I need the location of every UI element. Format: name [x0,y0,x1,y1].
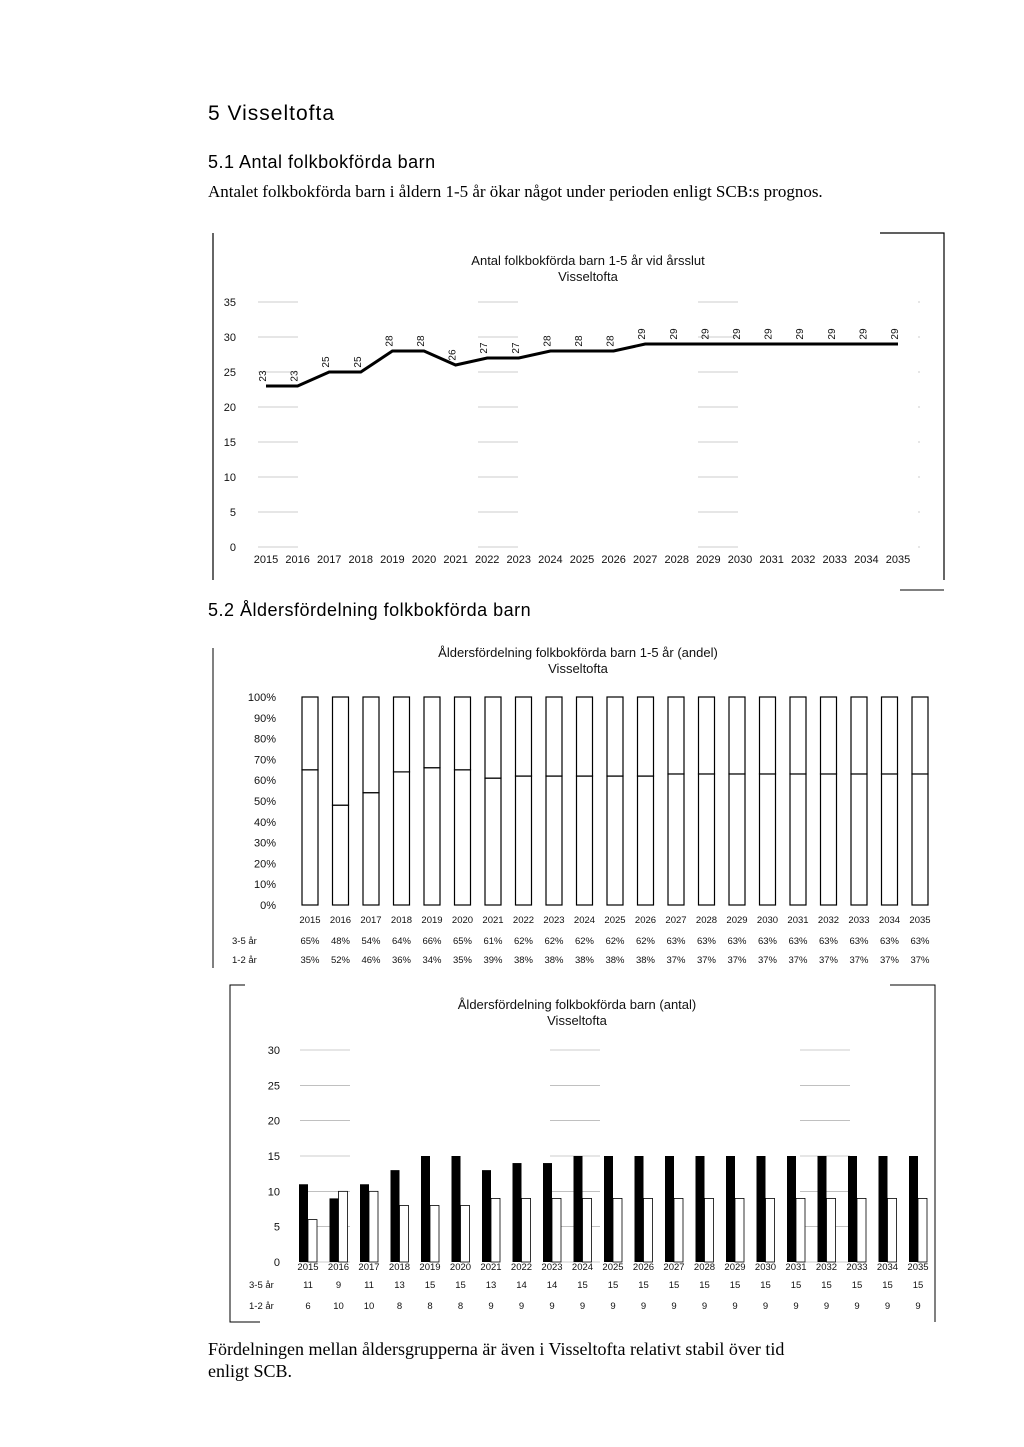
y-tick-label: 40% [253,816,276,829]
y-tick-label: 10% [253,879,276,892]
y-tick-label: 30 [223,332,236,344]
value-label-3-5: 15 [912,1280,924,1291]
y-tick-label: 20 [223,402,236,414]
chart-andel-title: Åldersfördelning folkbokförda barn 1-5 år (andel) [438,645,718,660]
x-tick-label: 2016 [285,554,310,566]
bar-1-2 [699,697,715,774]
bar-1-2 [668,697,684,774]
bar-3-5 [879,1156,888,1262]
bar-3-5 [543,1163,552,1262]
value-label-3-5: 63% [788,936,808,947]
value-label-1-2: 9 [640,1301,647,1312]
value-label-3-5: 13 [485,1280,497,1291]
chart-grupper-legend-1-2: 1-2 år [249,1301,274,1312]
value-label-3-5: 63% [757,936,778,947]
bar-1-2 [888,1198,897,1262]
x-tick-label: 2029 [724,1262,746,1273]
bar-3-5 [699,774,715,905]
x-tick-label: 2032 [790,554,816,566]
value-label-3-5: 11 [364,1280,374,1291]
value-label-1-2: 37% [818,955,839,966]
value-label-3-5: 48% [330,936,351,947]
data-label: 29 [732,328,743,340]
chart-antal-frame-right [880,233,944,580]
x-tick-label: 2024 [571,1262,594,1273]
x-tick-label: 2018 [348,554,374,566]
data-label: 27 [510,342,522,354]
x-tick-label: 2031 [785,1262,807,1273]
x-tick-label: 2027 [665,915,687,926]
y-tick-label: 60% [253,775,276,788]
value-label-1-2: 9 [732,1301,738,1312]
value-label-3-5: 64% [391,936,412,947]
value-label-3-5: 15 [882,1280,893,1291]
y-tick-label: 50% [253,796,276,808]
x-tick-label: 2026 [632,1262,655,1273]
x-tick-label: 2033 [822,554,848,566]
bar-3-5 [668,774,684,905]
bar-3-5 [455,770,471,905]
data-label: 23 [258,370,269,382]
value-label-1-2: 37% [696,955,717,966]
value-label-1-2: 37% [879,955,900,966]
y-tick-label: 30 [267,1045,280,1057]
bar-1-2 [424,697,440,768]
bar-1-2 [760,697,776,774]
data-label: 29 [637,328,649,340]
x-tick-label: 2035 [885,554,911,566]
data-label: 28 [416,335,427,347]
x-tick-label: 2024 [573,915,596,926]
bar-1-2 [912,697,928,774]
value-label-3-5: 11 [303,1280,313,1291]
value-label-1-2: 38% [574,955,595,966]
bar-3-5 [821,774,837,905]
y-tick-label: 10 [267,1186,280,1199]
y-tick-label: 25 [267,1080,280,1093]
value-label-3-5: 63% [818,936,839,947]
value-label-3-5: 65% [300,936,320,947]
bar-1-2 [546,697,562,776]
bar-1-2 [400,1205,409,1262]
x-tick-label: 2015 [299,915,321,926]
bar-1-2 [308,1220,317,1262]
x-tick-label: 2023 [506,554,532,566]
value-label-1-2: 38% [635,955,656,966]
x-tick-label: 2033 [846,1262,868,1273]
bar-1-2 [851,697,867,774]
y-tick-label: 80% [253,733,276,746]
value-label-3-5: 14 [546,1280,558,1291]
bar-1-2 [766,1198,775,1262]
value-label-1-2: 37% [788,955,808,966]
x-tick-label: 2030 [727,554,753,566]
x-tick-label: 2035 [907,1262,929,1273]
bar-3-5 [302,770,318,905]
bar-3-5 [516,776,532,905]
bar-3-5 [482,1170,491,1262]
value-label-3-5: 15 [821,1280,832,1291]
value-label-1-2: 9 [579,1301,586,1312]
y-tick-label: 70% [253,754,276,767]
data-label: 29 [763,328,775,340]
bar-1-2 [394,697,410,772]
x-tick-label: 2017 [316,554,342,566]
value-label-3-5: 15 [424,1280,436,1291]
bar-1-2 [491,1198,500,1262]
x-tick-label: 2028 [693,1262,716,1273]
bar-1-2 [674,1198,683,1262]
bar-3-5 [787,1156,796,1262]
data-label: 25 [352,356,364,368]
x-tick-label: 2019 [419,1262,441,1273]
data-label: 28 [605,335,617,347]
value-label-1-2: 9 [762,1301,769,1312]
value-label-1-2: 35% [452,955,473,966]
y-tick-label: 15 [267,1151,280,1163]
x-tick-label: 2020 [451,915,474,926]
value-label-3-5: 62% [574,936,595,947]
x-tick-label: 2020 [411,554,437,566]
x-tick-label: 2025 [604,915,626,926]
bar-1-2 [339,1191,348,1262]
value-label-3-5: 63% [849,936,869,947]
x-tick-label: 2019 [421,915,443,926]
value-label-3-5: 15 [790,1280,802,1291]
bar-1-2 [455,697,471,770]
x-tick-label: 2028 [664,554,690,566]
value-label-1-2: 35% [300,955,320,966]
bar-3-5 [635,1156,644,1262]
y-tick-label: 15 [223,437,236,449]
y-tick-label: 20% [253,858,276,871]
data-label: 29 [668,328,680,340]
bar-3-5 [424,768,440,905]
bar-3-5 [452,1156,461,1262]
y-tick-label: 5 [273,1221,280,1234]
value-label-1-2: 8 [396,1301,403,1312]
x-tick-label: 2021 [482,915,504,926]
x-tick-label: 2034 [878,915,901,926]
value-label-3-5: 15 [851,1280,863,1291]
x-tick-label: 2022 [512,915,535,926]
chart-andel-legend-1-2: 1-2 år [232,955,257,966]
data-label: 29 [858,328,870,340]
bar-1-2 [857,1198,866,1262]
value-label-1-2: 37% [727,955,747,966]
bar-1-2 [790,697,806,774]
chart-andel-legend-3-5: 3-5 år [232,936,257,947]
x-tick-label: 2029 [696,554,721,566]
value-label-3-5: 15 [577,1280,588,1291]
y-tick-label: 20 [267,1115,280,1128]
chart-grupper-subtitle: Visseltofta [547,1013,607,1028]
bar-3-5 [546,776,562,905]
bar-1-2 [485,697,501,778]
bar-3-5 [421,1156,430,1262]
bar-3-5 [485,778,501,905]
data-label: 29 [826,328,838,340]
value-label-1-2: 9 [701,1301,708,1312]
page-heading: 5 Visseltofta [208,102,336,125]
bar-1-2 [882,697,898,774]
bar-3-5 [638,776,654,905]
y-tick-label: 0 [273,1257,280,1269]
value-label-3-5: 14 [516,1280,527,1291]
x-tick-label: 2022 [474,554,500,566]
section-intro-text: Antalet folkbokförda barn i åldern 1-5 år ökar något under perioden enligt SCB:s prognos. [208,182,823,201]
x-tick-label: 2034 [854,554,879,566]
value-label-3-5: 63% [910,936,930,947]
y-tick-label: 25 [223,367,236,379]
x-tick-label: 2031 [759,554,784,566]
x-tick-label: 2028 [695,915,718,926]
value-label-1-2: 39% [483,955,503,966]
x-tick-label: 2030 [754,1262,777,1273]
x-tick-label: 2015 [297,1262,319,1273]
y-tick-label: 10 [223,472,236,484]
bar-1-2 [796,1198,805,1262]
value-label-1-2: 9 [488,1301,494,1312]
bar-1-2 [516,697,532,776]
value-label-3-5: 62% [513,936,534,947]
value-label-1-2: 6 [305,1301,311,1312]
data-label: 29 [890,328,901,340]
x-tick-label: 2034 [876,1262,899,1273]
bar-3-5 [330,1198,339,1262]
bar-1-2 [729,697,745,774]
x-tick-label: 2024 [538,554,563,566]
x-tick-label: 2031 [787,915,809,926]
bar-3-5 [848,1156,857,1262]
bar-1-2 [827,1198,836,1262]
y-tick-label: 0% [260,900,276,912]
x-tick-label: 2032 [815,1262,838,1273]
value-label-3-5: 62% [605,936,625,947]
bar-3-5 [360,1184,369,1262]
x-tick-label: 2026 [601,554,626,566]
value-label-3-5: 63% [727,936,747,947]
value-label-1-2: 9 [915,1301,921,1312]
x-tick-label: 2022 [510,1262,533,1273]
x-tick-label: 2026 [634,915,657,926]
x-tick-label: 2032 [817,915,840,926]
value-label-3-5: 65% [452,936,473,947]
value-label-1-2: 34% [422,955,442,966]
value-label-3-5: 15 [455,1280,466,1291]
value-label-3-5: 15 [607,1280,619,1291]
bar-3-5 [696,1156,705,1262]
chart-grupper-frame-left [230,985,260,1322]
value-label-1-2: 10 [363,1301,375,1312]
bar-1-2 [302,697,318,770]
x-tick-label: 2020 [449,1262,472,1273]
bar-3-5 [394,772,410,905]
bar-1-2 [552,1198,561,1262]
data-label: 29 [795,328,807,340]
bar-1-2 [644,1198,653,1262]
data-label: 23 [289,370,301,382]
bar-1-2 [333,697,349,805]
data-label: 28 [384,335,396,347]
x-tick-label: 2019 [380,554,405,566]
x-tick-label: 2023 [541,1262,563,1273]
x-tick-label: 2018 [388,1262,411,1273]
bar-3-5 [607,776,623,905]
chart-andel [213,645,931,968]
value-label-3-5: 15 [668,1280,680,1291]
bar-1-2 [735,1198,744,1262]
value-label-3-5: 9 [335,1280,342,1291]
data-label: 25 [321,356,333,368]
closing-text: Fördelningen mellan åldersgrupperna är även i Visseltofta relativt stabil över tid enligt SCB. [208,1339,785,1381]
value-label-1-2: 8 [457,1301,464,1312]
bar-3-5 [909,1156,918,1262]
bar-3-5 [757,1156,766,1262]
y-tick-label: 0 [229,542,236,554]
x-tick-label: 2017 [360,915,382,926]
x-tick-label: 2018 [390,915,413,926]
bar-3-5 [882,774,898,905]
value-label-3-5: 63% [696,936,717,947]
value-label-1-2: 38% [605,955,625,966]
x-tick-label: 2025 [602,1262,624,1273]
value-label-1-2: 38% [513,955,534,966]
bar-1-2 [638,697,654,776]
x-tick-label: 2035 [909,915,931,926]
x-tick-label: 2017 [358,1262,380,1273]
data-label: 28 [574,335,585,347]
bar-1-2 [613,1198,622,1262]
bar-3-5 [912,774,928,905]
value-label-3-5: 62% [544,936,564,947]
value-label-1-2: 9 [793,1301,799,1312]
x-tick-label: 2025 [569,554,595,566]
bar-3-5 [333,805,349,905]
x-tick-label: 2030 [756,915,779,926]
value-label-3-5: 54% [361,936,381,947]
x-tick-label: 2015 [253,554,279,566]
value-label-1-2: 9 [823,1301,830,1312]
value-label-1-2: 36% [391,955,412,966]
chart-antal-title: Antal folkbokförda barn 1-5 år vid årsslut [471,253,705,268]
bar-3-5 [818,1156,827,1262]
chart-andel-subtitle: Visseltofta [548,661,608,676]
x-tick-label: 2016 [327,1262,350,1273]
bar-1-2 [522,1198,531,1262]
bar-1-2 [577,697,593,776]
bar-1-2 [369,1191,378,1262]
value-label-3-5: 15 [760,1280,771,1291]
bar-1-2 [607,697,623,776]
chart-antal-grupper [230,985,935,1322]
bar-1-2 [918,1198,927,1262]
bar-3-5 [577,776,593,905]
value-label-1-2: 9 [854,1301,860,1312]
bar-3-5 [299,1184,308,1262]
value-label-1-2: 10 [333,1301,344,1312]
bar-3-5 [729,774,745,905]
section-heading-antal: 5.1 Antal folkbokförda barn [208,152,436,172]
y-tick-label: 100% [247,692,276,704]
chart-grupper-title: Åldersfördelning folkbokförda barn (antal) [457,997,697,1012]
section-heading-aldersfordelning: 5.2 Åldersfördelning folkbokförda barn [208,600,532,620]
bar-1-2 [461,1205,470,1262]
x-tick-label: 2023 [543,915,565,926]
value-label-3-5: 62% [635,936,656,947]
x-tick-label: 2027 [632,554,658,566]
bar-1-2 [705,1198,714,1262]
value-label-1-2: 9 [549,1301,555,1312]
bar-3-5 [604,1156,613,1262]
bar-3-5 [574,1156,583,1262]
chart-antal-subtitle: Visseltofta [558,269,618,284]
value-label-3-5: 61% [483,936,503,947]
y-tick-label: 35 [223,297,236,309]
bar-1-2 [821,697,837,774]
value-label-3-5: 63% [879,936,900,947]
bar-3-5 [363,793,379,905]
bar-1-2 [583,1198,592,1262]
value-label-3-5: 63% [666,936,686,947]
value-label-3-5: 15 [729,1280,741,1291]
data-label: 28 [542,335,554,347]
data-label: 27 [479,342,491,354]
bar-3-5 [513,1163,522,1262]
value-label-3-5: 66% [422,936,442,947]
value-label-1-2: 37% [910,955,930,966]
chart-antal [213,233,944,590]
bar-1-2 [363,697,379,793]
value-label-1-2: 9 [884,1301,891,1312]
x-tick-label: 2021 [443,554,468,566]
bar-3-5 [760,774,776,905]
value-label-1-2: 52% [330,955,351,966]
bar-3-5 [851,774,867,905]
data-label: 26 [447,349,459,361]
value-label-1-2: 38% [544,955,564,966]
value-label-1-2: 9 [610,1301,616,1312]
value-label-1-2: 37% [666,955,686,966]
value-label-1-2: 9 [671,1301,677,1312]
x-tick-label: 2027 [663,1262,685,1273]
value-label-1-2: 37% [849,955,869,966]
y-tick-label: 30% [253,837,276,850]
x-tick-label: 2016 [329,915,352,926]
value-label-3-5: 13 [394,1280,405,1291]
y-tick-label: 90% [253,712,276,725]
bar-3-5 [391,1170,400,1262]
data-label: 29 [700,328,712,340]
value-label-3-5: 15 [699,1280,710,1291]
bar-1-2 [430,1205,439,1262]
value-label-1-2: 37% [757,955,778,966]
x-tick-label: 2033 [848,915,870,926]
chart-grupper-legend-3-5: 3-5 år [249,1280,274,1291]
value-label-3-5: 15 [638,1280,649,1291]
bar-3-5 [665,1156,674,1262]
x-tick-label: 2029 [726,915,748,926]
bar-3-5 [726,1156,735,1262]
y-tick-label: 5 [229,507,236,519]
value-label-1-2: 46% [361,955,381,966]
value-label-1-2: 8 [427,1301,433,1312]
bar-3-5 [790,774,806,905]
value-label-1-2: 9 [518,1301,525,1312]
x-tick-label: 2021 [480,1262,502,1273]
